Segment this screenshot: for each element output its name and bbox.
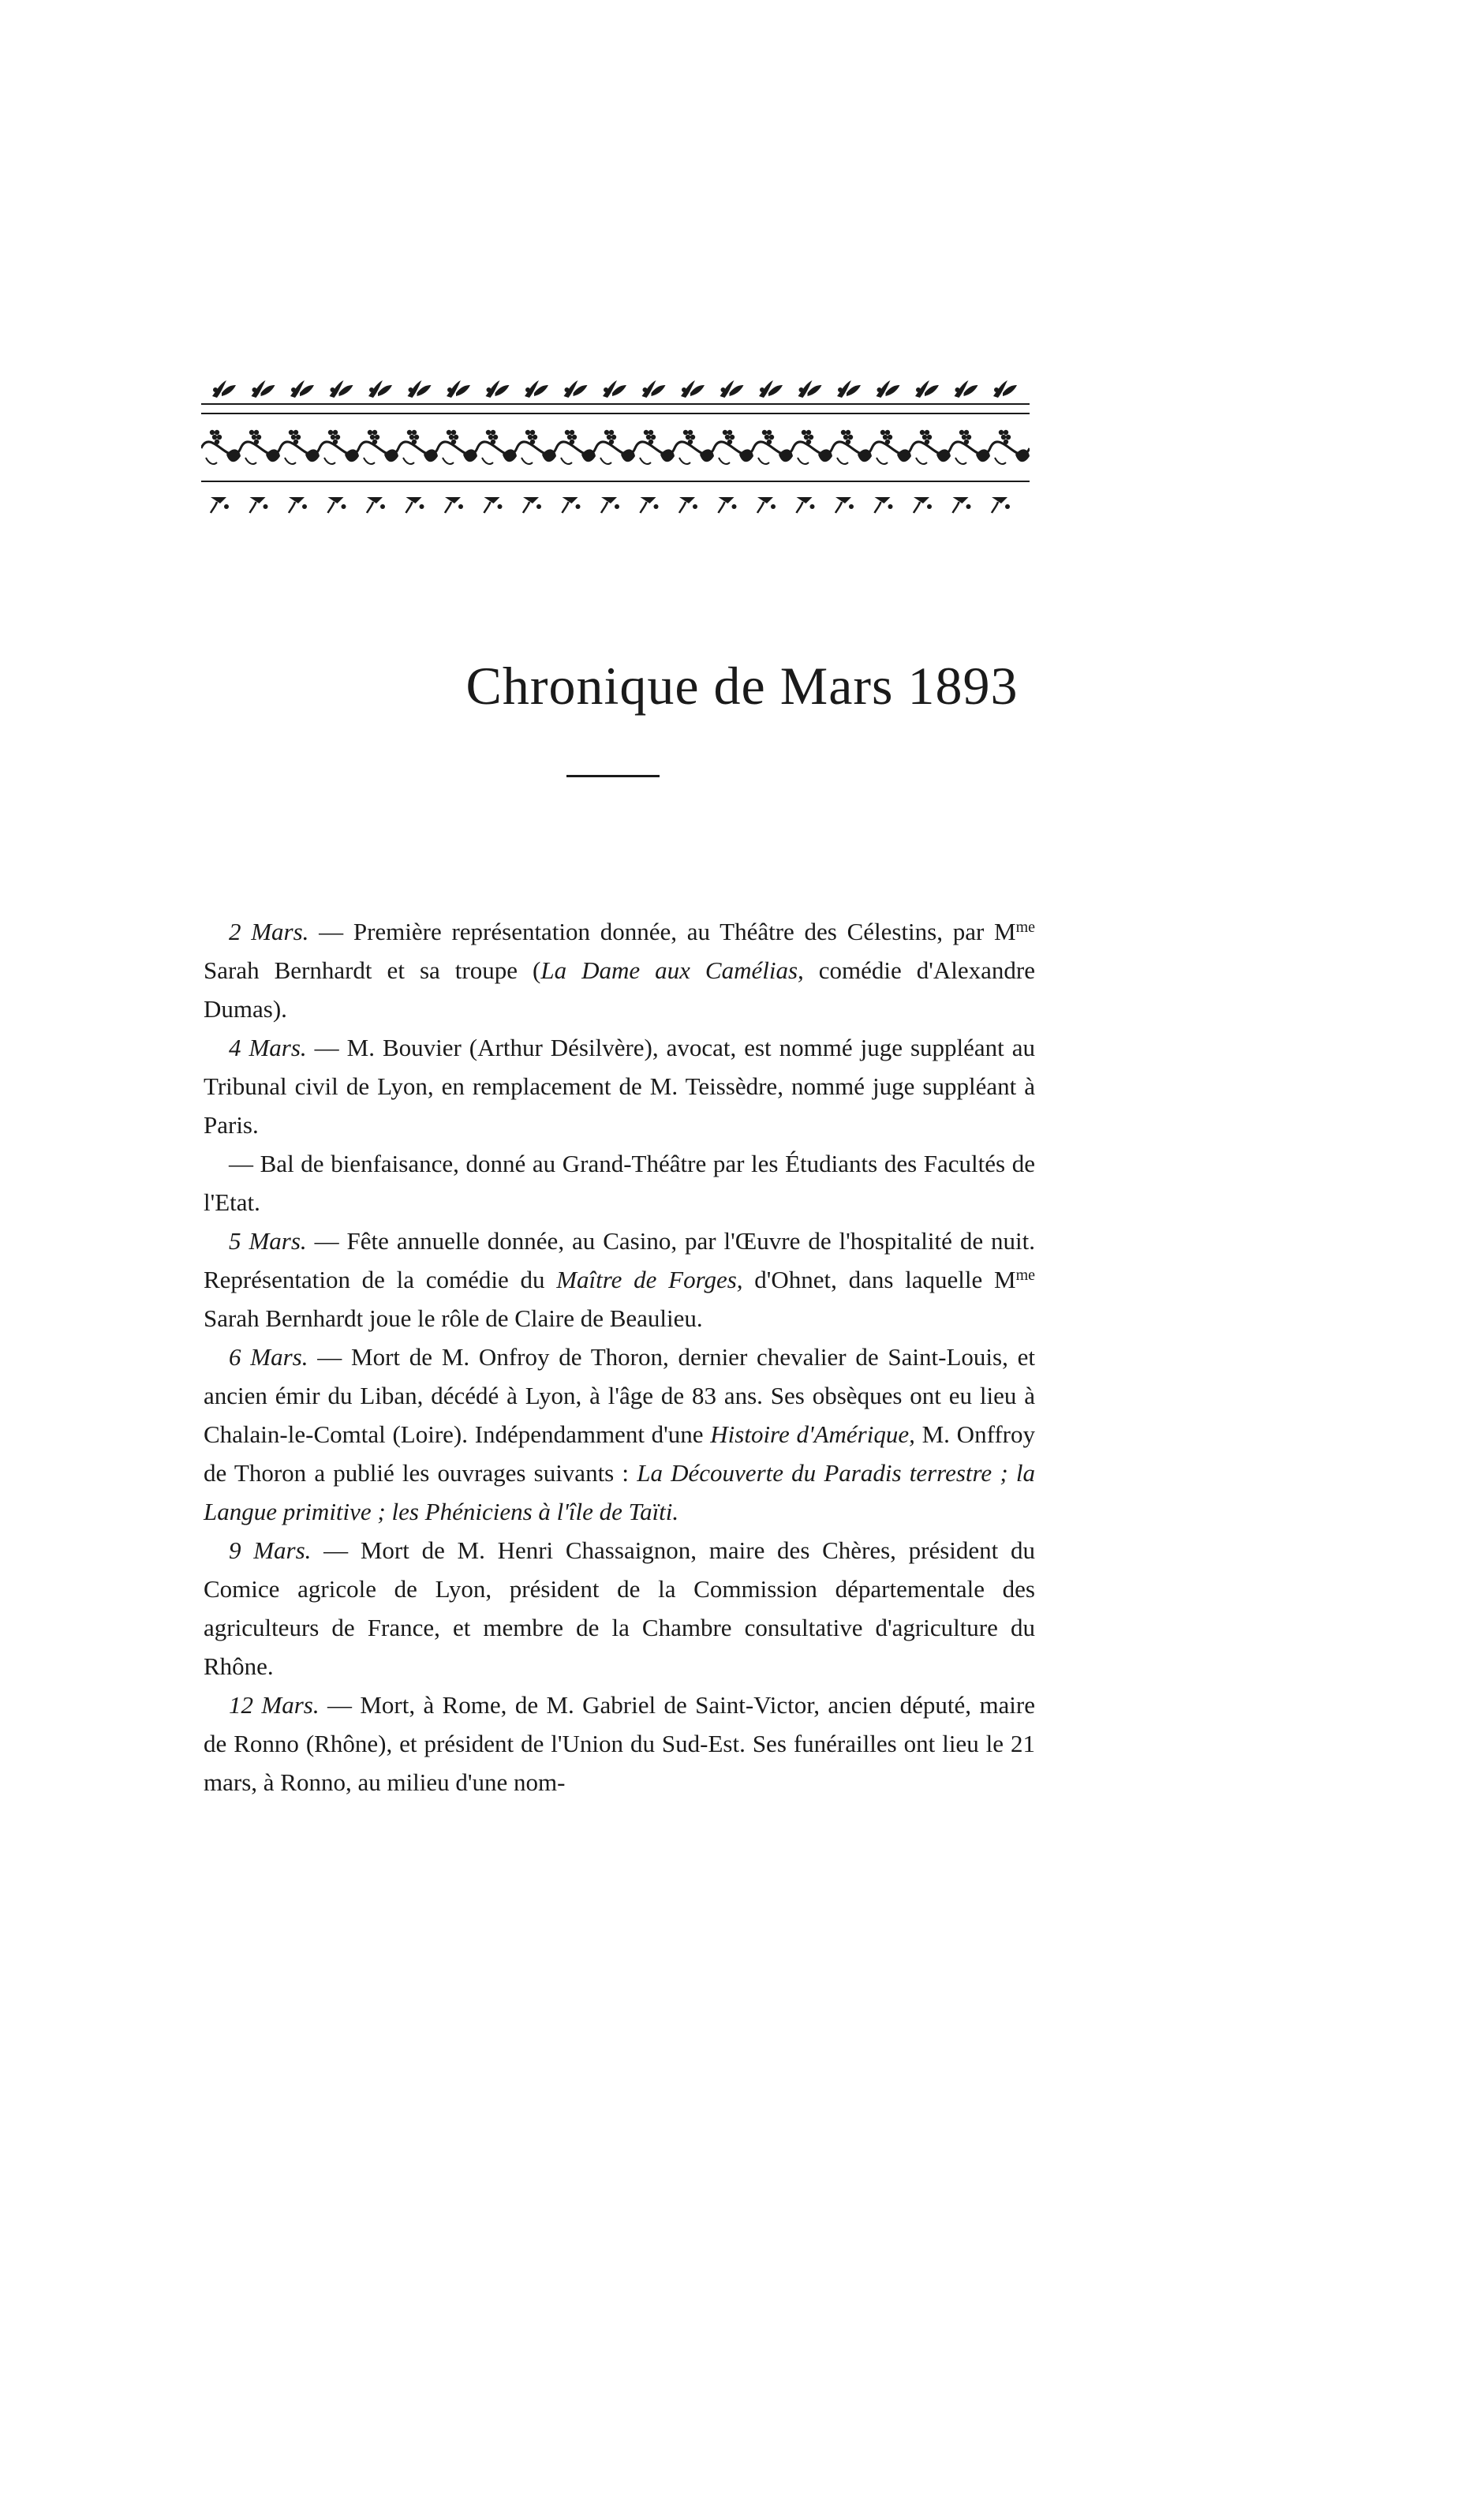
vine-garland-icon: [403, 430, 438, 464]
leaf-sprig-icon: [447, 380, 470, 398]
leaf-sprig-icon: [564, 380, 588, 398]
chronicle-entry: [204, 912, 1035, 1028]
vine-garland-icon: [482, 430, 517, 464]
vine-garland-icon: [364, 430, 398, 464]
leaf-sprig-icon: [330, 380, 353, 398]
vine-garland-icon: [245, 430, 280, 464]
chronicle-entry: [204, 1686, 1035, 1802]
entry-italic-title: La Dame aux Camélias,: [540, 956, 804, 984]
vine-garland-icon: [798, 430, 832, 464]
leaf-sprig-icon: [875, 497, 893, 513]
entry-text: M. Onffroy de Thoron a publié les ouvrages suivants :: [204, 1420, 1035, 1487]
vine-garland-icon: [206, 430, 241, 464]
vine-garland-icon: [916, 430, 951, 464]
vine-garland-icon: [837, 430, 872, 464]
vine-garland-icon: [443, 430, 477, 464]
leaf-sprig-icon: [212, 380, 236, 398]
entry-italic-title: Histoire d'Amérique,: [710, 1420, 915, 1448]
vine-garland-icon: [679, 430, 714, 464]
entry-date: 9 Mars.: [229, 1536, 312, 1564]
leaf-sprig-icon: [211, 497, 229, 513]
leaf-sprig-icon: [915, 380, 939, 398]
vine-garland-icon: [561, 430, 596, 464]
chronicle-entry: [204, 1144, 1035, 1222]
entry-text: Sarah Bernhardt et sa troupe (: [204, 956, 541, 984]
leaf-sprig-icon: [877, 380, 900, 398]
vine-garland-icon: [758, 430, 793, 464]
entry-date: 6 Mars.: [229, 1343, 308, 1371]
vine-garland-icon: [877, 430, 911, 464]
leaf-sprig-icon: [406, 497, 424, 513]
chronicle-entry: [204, 1028, 1035, 1144]
chronicle-entry: [204, 1531, 1035, 1686]
entry-text: — Bal de bienfaisance, donné au Grand-Théâtre par les Étudiants des Facultés de l'Etat.: [204, 1150, 1035, 1216]
leaf-sprig-icon: [993, 380, 1017, 398]
leaf-sprig-icon: [525, 380, 548, 398]
leaf-sprig-icon: [914, 497, 932, 513]
leaf-sprig-icon: [252, 380, 275, 398]
entry-text: — Mort de M. Henri Chassaignon, maire des Chères, président du Comice agricole de Lyon, président de la Commission départementale des agriculteurs de France, et membre de la Chambre consultative d'agriculture du Rhône.: [204, 1536, 1035, 1680]
leaf-sprig-icon: [563, 497, 581, 513]
title-underline: [566, 775, 660, 777]
leaf-sprig-icon: [250, 497, 268, 513]
entry-date: 5 Mars.: [229, 1227, 307, 1255]
leaf-sprig-icon: [719, 497, 737, 513]
vine-garland-icon: [719, 430, 753, 464]
entry-date: 4 Mars.: [229, 1034, 307, 1061]
ornament-bottom-row: [201, 489, 1030, 521]
page-title: Chronique de Mars 1893: [465, 656, 1019, 716]
vine-garland-icon: [521, 430, 556, 464]
chronicle-entry: [204, 1338, 1035, 1531]
leaf-sprig-icon: [757, 497, 776, 513]
entry-date: 2 Mars.: [229, 918, 309, 945]
leaf-sprig-icon: [955, 380, 978, 398]
leaf-sprig-icon: [837, 380, 861, 398]
entry-superscript: me: [1015, 1267, 1035, 1284]
vine-garland-icon: [995, 430, 1030, 464]
leaf-sprig-icon: [408, 380, 432, 398]
vine-garland-icon: [600, 430, 635, 464]
entry-date: 12 Mars.: [229, 1691, 320, 1719]
leaf-sprig-icon: [992, 497, 1010, 513]
leaf-sprig-icon: [642, 380, 666, 398]
entry-superscript: me: [1015, 919, 1035, 936]
leaf-sprig-icon: [641, 497, 659, 513]
chronicle-entry: [204, 1222, 1035, 1338]
leaf-sprig-icon: [679, 497, 697, 513]
entry-text: — M. Bouvier (Arthur Désilvère), avocat, est nommé juge suppléant au Tribunal civil de Lyon, en remplacement de M. Teissèdre, nommé juge suppléant à Paris.: [204, 1034, 1035, 1139]
vine-garland-icon: [324, 430, 359, 464]
leaf-sprig-icon: [601, 497, 619, 513]
entry-text: Sarah Bernhardt joue le rôle de Claire de Beaulieu.: [204, 1304, 703, 1332]
ornament-vine-band: [201, 409, 1030, 488]
entry-text: — Première représentation donnée, au Théâtre des Célestins, par M: [308, 918, 1016, 945]
leaf-sprig-icon: [445, 497, 463, 513]
leaf-sprig-icon: [368, 380, 392, 398]
leaf-sprig-icon: [367, 497, 385, 513]
leaf-sprig-icon: [953, 497, 971, 513]
chronicle-body: [204, 912, 1035, 1802]
vine-garland-icon: [640, 430, 675, 464]
entry-text: d'Ohnet, dans laquelle M: [742, 1266, 1016, 1293]
leaf-sprig-icon: [759, 380, 783, 398]
leaf-sprig-icon: [603, 380, 626, 398]
entry-italic-title: Maître de Forges,: [556, 1266, 743, 1293]
leaf-sprig-icon: [523, 497, 541, 513]
leaf-sprig-icon: [681, 380, 705, 398]
ornament-top-row: [201, 369, 1030, 407]
leaf-sprig-icon: [798, 380, 822, 398]
leaf-sprig-icon: [484, 497, 503, 513]
entry-text: — Mort de M. Onfroy de Thoron, dernier chevalier de Saint-Louis, et ancien émir du Liban, décédé à Lyon, à l'âge de 83 ans. Ses obsèques ont eu lieu à Chalain-le-Comtal (Loire). Indépendamment d'une: [204, 1343, 1035, 1448]
entry-text: — Mort, à Rome, de M. Gabriel de Saint-Victor, ancien député, maire de Ronno (Rhône), et président de l'Union du Sud-Est. Ses funérailles ont lieu le 21 mars, à Ronno, au milieu d'une nom-: [204, 1691, 1036, 1796]
entry-text: — Fête annuelle donnée, au Casino, par l'Œuvre de l'hospitalité de nuit. Représentation de la comédie du: [204, 1227, 1035, 1293]
entry-text: comédie d'Alexandre Dumas).: [204, 956, 1035, 1023]
leaf-sprig-icon: [720, 380, 744, 398]
entry-italic-title: La Découverte du Paradis terrestre ; la Langue primitive ; les Phéniciens à l'île de Taïti.: [204, 1459, 1035, 1525]
leaf-sprig-icon: [328, 497, 346, 513]
leaf-sprig-icon: [835, 497, 854, 513]
leaf-sprig-icon: [290, 380, 314, 398]
vine-garland-icon: [285, 430, 320, 464]
leaf-sprig-icon: [486, 380, 510, 398]
vine-garland-icon: [955, 430, 990, 464]
leaf-sprig-icon: [797, 497, 815, 513]
leaf-sprig-icon: [289, 497, 307, 513]
